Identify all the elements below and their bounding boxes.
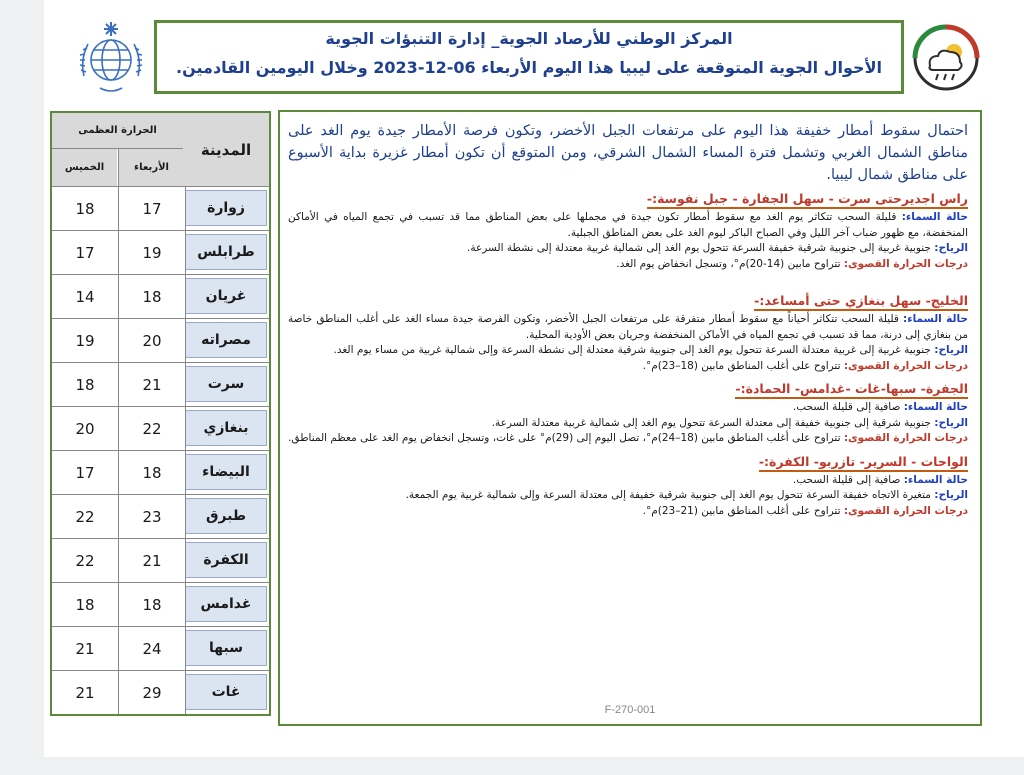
city-column-header: المدينة <box>182 113 269 186</box>
region-title: الواحات - السرير- تازربو- الكفرة:- <box>759 454 968 472</box>
table-row <box>52 627 269 671</box>
thursday-temp-cell: 20 <box>75 419 95 438</box>
cloud-sun-logo-icon <box>910 22 982 94</box>
sky-label: حالة السماء: <box>903 401 968 413</box>
forecast-summary: احتمال سقوط أمطار خفيفة هذا اليوم على مرتفعات الجبل الأخضر، وتكون فرصة الأمطار جيدة يوم الغد على مناطق الشمال الغربي وتشمل فترة المساء الشمال الشرقي، ومن المتوقع أن تكون أمطار غزيرة بداية الأسبوع على مناطق شمال ليبيا. <box>288 123 968 183</box>
wind-text: جنوبية غربية إلى غربية معتدلة السرعة تتحول يوم الغد إلى جنوبية شرقية معتدلة إلى نشطة السرعة وإلى شمالية غربية من مساء يوم الغد. <box>333 344 931 356</box>
wednesday-header: الأربعاء <box>118 149 184 186</box>
table-row <box>52 407 269 451</box>
region-section-northeast <box>288 290 968 374</box>
region-section-southeast <box>288 451 968 520</box>
city-cell: بنغازي <box>185 410 267 446</box>
temp-text: تتراوح مابين (14-20)م°، وتسجل انخفاض يوم الغد. <box>616 257 841 270</box>
header-agency-title: المركز الوطني للأرصاد الجوية_ إدارة التنبؤات الجوية <box>325 29 733 48</box>
wednesday-temp-cell: 21 <box>118 363 186 406</box>
table-row <box>52 539 269 583</box>
thursday-temp-cell: 21 <box>75 639 95 658</box>
city-cell: سرت <box>185 366 267 402</box>
thursday-temp-cell: 21 <box>75 683 95 702</box>
sky-text: قليلة السحب تتكاثر يوم الغد مع سقوط أمطار تكون جيدة في مجملها على بعض المناطق مما قد تسبب في تجمع المياه في الأماكن المنخفضة، مع ظهور ضباب آخر الليل وفي الصباح الباكر ليوم الغد على بعض المناطق الجبلية. <box>288 211 968 239</box>
wednesday-temp-cell: 24 <box>118 627 186 670</box>
temp-text: تتراوح على أغلب المناطق مابين (21–23)م°. <box>642 504 841 517</box>
wednesday-temp-cell: 18 <box>118 583 186 626</box>
sky-label: حالة السماء: <box>901 211 968 223</box>
wmo-emblem-icon <box>70 16 152 98</box>
form-code: F-270-001 <box>604 704 656 716</box>
sky-condition <box>288 400 968 416</box>
city-cell: البيضاء <box>185 454 267 490</box>
sky-condition <box>288 473 968 489</box>
wind-text: متغيرة الاتجاه خفيفة السرعة تتحول يوم الغد إلى جنوبية شرقية خفيفة إلى معتدلة السرعة وإلى شمالية غربية يوم الجمعة. <box>405 489 931 501</box>
table-row <box>52 231 269 275</box>
city-cell: زوارة <box>185 190 267 226</box>
temp-text: تتراوح على أغلب المناطق مابين (18–24)م°، تصل اليوم إلى (29)م° على غات، وتسجل انخفاض يوم الغد على معظم المناطق. <box>288 432 841 444</box>
sky-text: صافية إلى قليلة السحب. <box>792 401 901 413</box>
temp-label: درجات الحرارة القصوى: <box>843 359 968 372</box>
temp-text: تتراوح على أغلب المناطق مابين (18–23)م°. <box>642 359 841 372</box>
max-temp-condition <box>288 257 968 273</box>
table-row <box>52 671 269 714</box>
wind-label: الرياح: <box>934 242 968 254</box>
thursday-temp-cell: 22 <box>75 551 95 570</box>
wind-condition <box>288 488 968 504</box>
wednesday-temp-cell: 18 <box>118 275 186 318</box>
table-row <box>52 275 269 319</box>
wind-condition <box>288 343 968 359</box>
region-section-northwest <box>288 188 968 272</box>
wind-label: الرياح: <box>934 416 968 429</box>
max-temp-condition <box>288 504 968 520</box>
table-row <box>52 363 269 407</box>
table-header <box>52 113 269 187</box>
sky-condition <box>288 210 968 241</box>
city-cell: طبرق <box>185 498 267 534</box>
max-temp-header: الحرارة العظمى <box>52 113 183 149</box>
section-spacer <box>288 276 968 290</box>
wind-condition <box>288 241 968 257</box>
sky-label: حالة السماء: <box>903 473 968 486</box>
table-row <box>52 451 269 495</box>
thursday-temp-cell: 14 <box>75 287 95 306</box>
thursday-temp-cell: 19 <box>75 331 95 350</box>
wind-label: الرياح: <box>934 489 968 501</box>
max-temperature-table <box>50 111 271 716</box>
region-title: الجفرة- سبها-غات -غدامس- الحمادة:- <box>735 381 968 399</box>
table-body <box>52 187 269 714</box>
forecast-content <box>288 120 968 523</box>
sky-label: حالة السماء: <box>903 313 968 325</box>
max-temp-condition <box>288 431 968 447</box>
city-cell: مصراته <box>185 322 267 358</box>
thursday-temp-cell: 22 <box>75 507 95 526</box>
max-temp-condition <box>288 359 968 375</box>
wednesday-temp-cell: 17 <box>118 187 186 230</box>
temp-label: درجات الحرارة القصوى: <box>843 504 968 517</box>
thursday-temp-cell: 18 <box>75 595 95 614</box>
thursday-temp-cell: 17 <box>75 463 95 482</box>
region-title: الخليج- سهل بنغازي حتى أمساعد:- <box>754 293 968 311</box>
table-row <box>52 319 269 363</box>
city-cell: الكفرة <box>185 542 267 578</box>
header-forecast-title: الأحوال الجوية المتوقعة على ليبيا هذا اليوم الأربعاء 06-12-2023 وخلال اليومين القادمين. <box>176 58 882 77</box>
wind-text: جنوبية شرقية إلى جنوبية خفيفة إلى معتدلة السرعة تتحول يوم الغد إلى شمالية غربية معتدلة السرعة. <box>491 416 931 429</box>
thursday-temp-cell: 18 <box>75 375 95 394</box>
city-cell: غريان <box>185 278 267 314</box>
sky-condition <box>288 312 968 343</box>
wednesday-temp-cell: 20 <box>118 319 186 362</box>
forecast-panel <box>278 110 982 726</box>
wednesday-temp-cell: 19 <box>118 231 186 274</box>
city-cell: سبها <box>185 630 267 666</box>
temp-label: درجات الحرارة القصوى: <box>843 432 968 444</box>
sky-text: صافية إلى قليلة السحب. <box>792 473 901 486</box>
wednesday-temp-cell: 18 <box>118 451 186 494</box>
table-row <box>52 583 269 627</box>
thursday-header: الخميس <box>52 149 117 186</box>
wind-condition <box>288 416 968 432</box>
table-row <box>52 187 269 231</box>
wind-label: الرياح: <box>934 344 968 356</box>
city-cell: غات <box>185 674 267 710</box>
city-cell: غدامس <box>185 586 267 622</box>
wind-text: جنوبية غربية إلى جنوبية شرقية خفيفة السرعة تتحول يوم الغد إلى شمالية غربية معتدلة إلى نشطة السرعة. <box>467 242 931 254</box>
wednesday-temp-cell: 22 <box>118 407 186 450</box>
wednesday-temp-cell: 29 <box>118 671 186 714</box>
city-cell: طرابلس <box>185 234 267 270</box>
sky-text: قليلة السحب تتكاثر أحياناً مع سقوط أمطار متفرقة على مرتفعات الجبل الأخضر، وتكون الفرصة جيدة مساء الغد على أغلب المناطق خاصة من بنغازي إلى درنة، مما قد تسبب في تجمع المياه في الأماكن المنخفضة وجريان بعض الأودية المحلية. <box>288 313 968 341</box>
wednesday-temp-cell: 21 <box>118 539 186 582</box>
header-title-box <box>154 20 904 94</box>
wednesday-temp-cell: 23 <box>118 495 186 538</box>
temp-label: درجات الحرارة القصوى: <box>843 257 968 270</box>
region-section-southwest <box>288 378 968 447</box>
thursday-temp-cell: 17 <box>75 243 95 262</box>
region-title: راس اجديرحتى سرت - سهل الجفارة - جبل نفوسة:- <box>647 191 968 209</box>
table-row <box>52 495 269 539</box>
thursday-temp-cell: 18 <box>75 199 95 218</box>
